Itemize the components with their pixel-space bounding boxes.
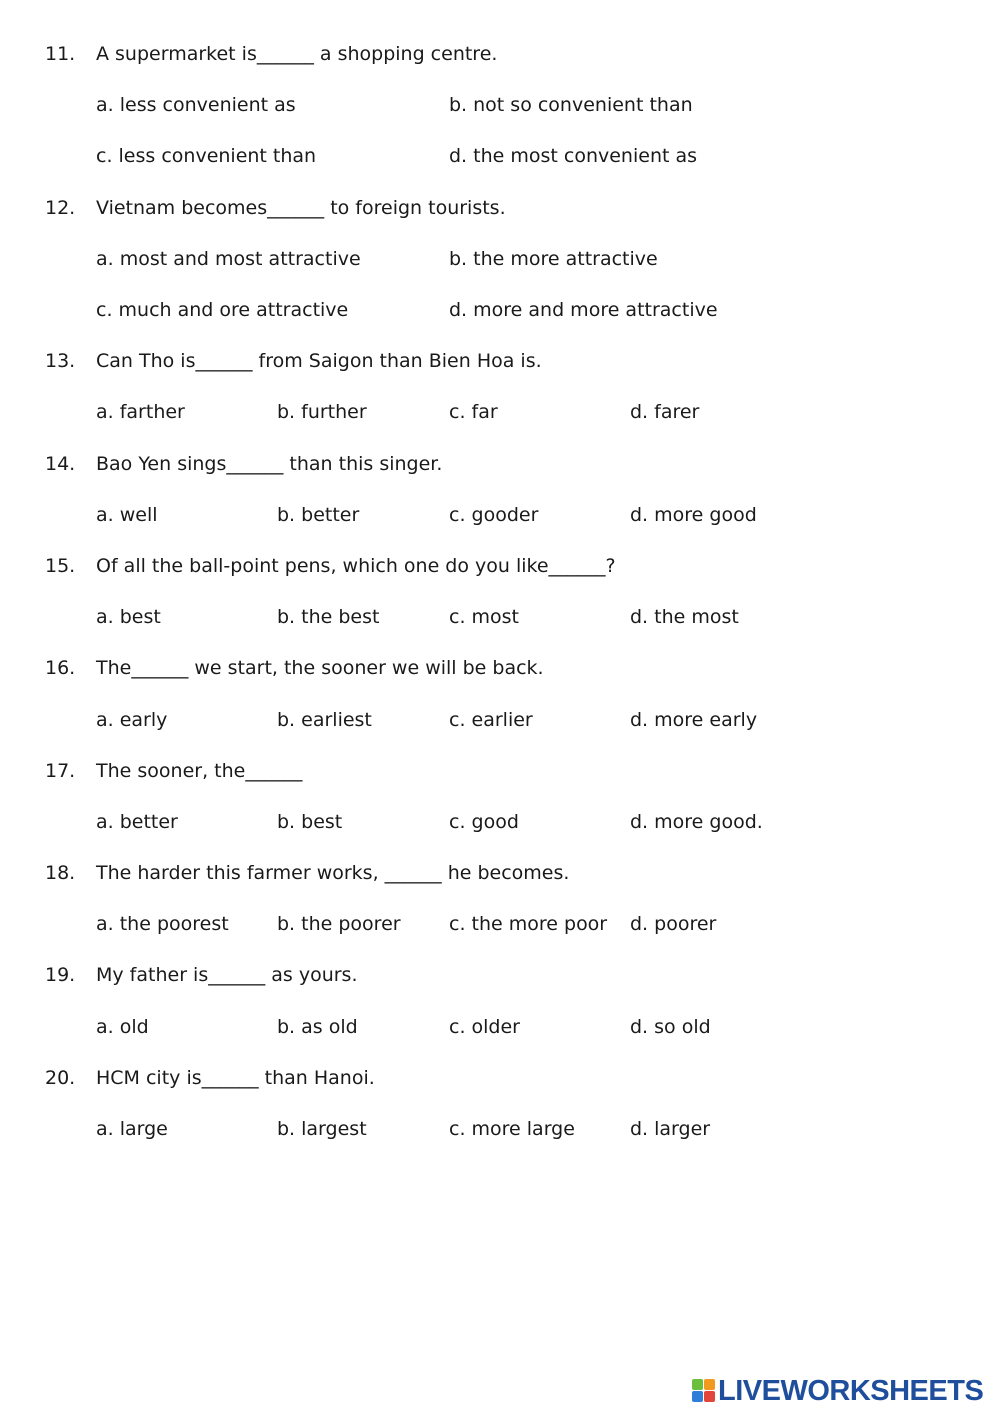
question-text: A supermarket is______ a shopping centre. — [96, 43, 498, 65]
option-a[interactable]: a. old — [96, 1016, 149, 1038]
question-number: 18. — [45, 862, 76, 884]
option-b[interactable]: b. best — [277, 811, 343, 833]
option-b[interactable]: b. the best — [277, 606, 380, 628]
question-number: 11. — [45, 43, 76, 65]
option-d[interactable]: d. the most convenient as — [449, 145, 698, 167]
option-c[interactable]: c. more large — [449, 1118, 575, 1140]
question-number: 20. — [45, 1067, 76, 1089]
option-d[interactable]: d. more good — [630, 504, 757, 526]
question-text: HCM city is______ than Hanoi. — [96, 1067, 375, 1089]
option-d[interactable]: d. the most — [630, 606, 739, 628]
question-stem — [0, 653, 1000, 683]
option-row — [0, 500, 1000, 530]
question-number: 17. — [45, 760, 76, 782]
question-stem — [0, 39, 1000, 69]
option-b[interactable]: b. the poorer — [277, 913, 401, 935]
question-text: Bao Yen sings______ than this singer. — [96, 453, 443, 475]
question-number: 19. — [45, 964, 76, 986]
option-row — [0, 90, 1000, 120]
logo-text: LIVEWORKSHEETS — [718, 1375, 984, 1407]
option-b[interactable]: b. not so convenient than — [449, 94, 693, 116]
option-c[interactable]: c. earlier — [449, 709, 533, 731]
option-row — [0, 602, 1000, 632]
option-c[interactable]: c. much and ore attractive — [96, 299, 349, 321]
logo-square-green — [692, 1379, 703, 1390]
question-text: Of all the ball-point pens, which one do you like______? — [96, 555, 616, 577]
question-stem — [0, 551, 1000, 581]
logo-square-orange — [704, 1379, 715, 1390]
question-number: 15. — [45, 555, 76, 577]
option-row — [0, 705, 1000, 735]
question-stem — [0, 960, 1000, 990]
option-c[interactable]: c. the more poor — [449, 913, 608, 935]
option-c[interactable]: c. good — [449, 811, 519, 833]
question-text: Can Tho is______ from Saigon than Bien Hoa is. — [96, 350, 542, 372]
liveworksheets-logo-icon — [692, 1379, 716, 1403]
option-b[interactable]: b. as old — [277, 1016, 358, 1038]
option-c[interactable]: c. less convenient than — [96, 145, 317, 167]
logo-square-blue — [692, 1391, 703, 1402]
logo-square-red — [704, 1391, 715, 1402]
option-c[interactable]: c. older — [449, 1016, 520, 1038]
option-b[interactable]: b. largest — [277, 1118, 367, 1140]
question-number: 12. — [45, 197, 76, 219]
option-d[interactable]: d. so old — [630, 1016, 711, 1038]
option-b[interactable]: b. earliest — [277, 709, 372, 731]
option-a[interactable]: a. the poorest — [96, 913, 229, 935]
question-number: 16. — [45, 657, 76, 679]
question-stem — [0, 756, 1000, 786]
option-row — [0, 295, 1000, 325]
option-a[interactable]: a. better — [96, 811, 178, 833]
question-stem — [0, 858, 1000, 888]
option-row — [0, 397, 1000, 427]
option-a[interactable]: a. early — [96, 709, 168, 731]
question-text: The harder this farmer works, ______ he becomes. — [96, 862, 570, 884]
option-d[interactable]: d. more and more attractive — [449, 299, 718, 321]
option-d[interactable]: d. poorer — [630, 913, 717, 935]
option-d[interactable]: d. more good. — [630, 811, 763, 833]
option-a[interactable]: a. best — [96, 606, 161, 628]
question-stem — [0, 346, 1000, 376]
option-b[interactable]: b. further — [277, 401, 367, 423]
option-row — [0, 244, 1000, 274]
option-a[interactable]: a. less convenient as — [96, 94, 296, 116]
option-c[interactable]: c. far — [449, 401, 498, 423]
option-a[interactable]: a. farther — [96, 401, 185, 423]
option-b[interactable]: b. the more attractive — [449, 248, 658, 270]
option-d[interactable]: d. more early — [630, 709, 758, 731]
option-row — [0, 141, 1000, 171]
option-row — [0, 807, 1000, 837]
question-text: My father is______ as yours. — [96, 964, 358, 986]
question-stem — [0, 193, 1000, 223]
question-stem — [0, 1063, 1000, 1093]
option-a[interactable]: a. large — [96, 1118, 168, 1140]
option-row — [0, 1012, 1000, 1042]
option-d[interactable]: d. larger — [630, 1118, 711, 1140]
option-b[interactable]: b. better — [277, 504, 360, 526]
liveworksheets-logo[interactable] — [692, 1376, 992, 1406]
option-a[interactable]: a. most and most attractive — [96, 248, 361, 270]
question-text: The______ we start, the sooner we will be back. — [96, 657, 544, 679]
option-row — [0, 909, 1000, 939]
option-a[interactable]: a. well — [96, 504, 158, 526]
question-text: Vietnam becomes______ to foreign tourists. — [96, 197, 506, 219]
question-text: The sooner, the______ — [96, 760, 303, 782]
question-stem — [0, 449, 1000, 479]
option-d[interactable]: d. farer — [630, 401, 700, 423]
option-c[interactable]: c. most — [449, 606, 520, 628]
question-number: 13. — [45, 350, 76, 372]
option-c[interactable]: c. gooder — [449, 504, 539, 526]
option-row — [0, 1114, 1000, 1144]
question-number: 14. — [45, 453, 76, 475]
